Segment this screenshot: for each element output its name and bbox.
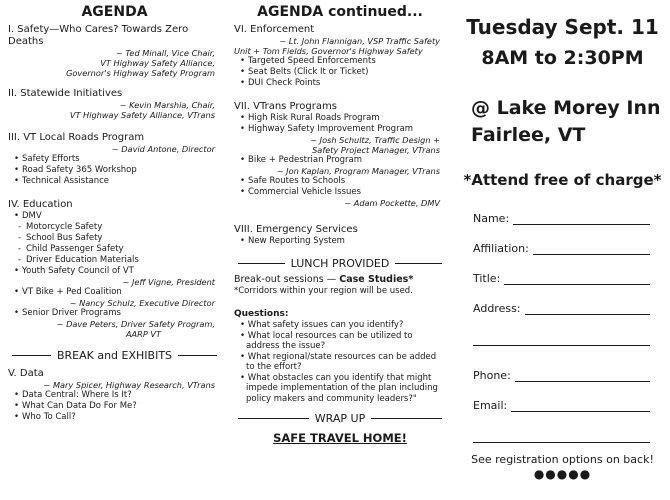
email-label: Email: (473, 399, 508, 412)
breakout-case-studies: Case Studies* (339, 274, 414, 285)
list-item: - Driver Education Materials (18, 255, 139, 265)
bullet-icon: • (240, 124, 246, 134)
bullet-icon: • (240, 372, 248, 383)
name-field[interactable] (473, 203, 650, 225)
bullet-icon: • (14, 266, 20, 276)
bullet-icon: • (14, 211, 20, 221)
list-item: • Safety Efforts (14, 154, 80, 164)
dash-icon: - (18, 233, 22, 243)
speaker-line: ~ Jeff Vigne, President (122, 277, 215, 287)
divider-rule (395, 263, 442, 264)
divider-rule (178, 355, 217, 356)
dots-ornament: ●●●●● (533, 467, 592, 481)
email-blank[interactable] (511, 401, 650, 412)
affiliation-field[interactable] (473, 233, 650, 255)
name-label: Name: (473, 212, 510, 225)
bullet-icon: • (240, 320, 248, 330)
event-date: Tuesday Sept. 11 (466, 15, 659, 39)
divider-rule (371, 418, 442, 419)
speaker-line: ~ Adam Pockette, DMV (344, 198, 440, 208)
bullet-icon: • (14, 401, 20, 411)
speaker-line: ~ Jon Kaplan, Program Manager, VTrans (276, 166, 440, 176)
question-item: • What safety issues can you identify? (240, 320, 404, 330)
bullet-icon: • (14, 390, 20, 400)
list-item: • New Reporting System (240, 236, 345, 246)
question-item: • What local resources can be utilized to address the issue? (240, 330, 413, 351)
venue-location: Fairlee, VT (471, 124, 586, 146)
list-item: • Commercial Vehicle Issues (240, 187, 362, 197)
bullet-icon: • (240, 187, 246, 197)
list-item: - School Bus Safety (18, 233, 103, 243)
list-item: • High Risk Rural Roads Program (240, 113, 380, 123)
list-item: • Senior Driver Programs (14, 308, 121, 318)
list-item: • Safe Routes to Schools (240, 176, 346, 186)
speaker-line: ~ Ted Minall, Vice Chair, (115, 48, 215, 58)
registration-options-note: See registration options on back! (471, 453, 654, 466)
speaker-line: AARP VT (125, 329, 161, 339)
speaker-line: ~ David Antone, Director (111, 144, 215, 154)
corridors-note: *Corridors within your region will be used. (234, 286, 413, 296)
event-time: 8AM to 2:30PM (481, 47, 644, 69)
address-blank[interactable] (525, 304, 650, 315)
list-item: • Bike + Pedestrian Program (240, 155, 363, 165)
dash-icon: - (18, 255, 22, 265)
list-item: • Seat Belts (Click It or Ticket) (240, 67, 369, 77)
agenda-continued-title: AGENDA continued... (257, 4, 423, 20)
speaker-line: ~ Kevin Marshia, Chair, (119, 100, 215, 110)
bullet-icon: • (14, 308, 20, 318)
list-item: - Motorcycle Safety (18, 222, 103, 232)
dash-icon: - (18, 222, 22, 232)
address-blank-line-2[interactable] (473, 345, 650, 346)
bullet-icon: • (240, 176, 246, 186)
bullet-icon: • (240, 78, 246, 88)
section-enforcement-title: VI. Enforcement (234, 24, 315, 35)
dash-icon: - (18, 244, 22, 254)
speaker-line: VT Highway Safety Alliance, (100, 58, 215, 68)
speaker-line: Unit + Tom Fields, Governor's Highway Safety (234, 46, 423, 56)
title-field[interactable] (473, 263, 650, 285)
bullet-icon: • (14, 287, 20, 297)
bullet-icon: • (14, 165, 20, 175)
breakout-line (234, 274, 446, 286)
section-vtrans-title: VII. VTrans Programs (234, 101, 337, 112)
lunch-divider (238, 257, 442, 270)
list-item: • DMV (14, 211, 42, 221)
list-item: • Technical Assistance (14, 176, 110, 186)
affiliation-blank[interactable] (533, 244, 650, 255)
address-field[interactable] (473, 293, 650, 315)
name-blank[interactable] (513, 214, 650, 225)
question-item: • What obstacles can you identify that might impede implementation of the plan including policy makers and community leaders?" (240, 372, 438, 404)
speaker-line: Governor's Highway Safety Program (66, 68, 215, 78)
agenda-column-1 (0, 0, 225, 500)
bullet-icon: • (240, 113, 246, 123)
agenda-title: AGENDA (81, 4, 148, 20)
safe-travel-home: SAFE TRAVEL HOME! (273, 431, 407, 445)
speaker-line: ~ Nancy Schulz, Executive Director (69, 298, 215, 308)
bullet-icon: • (14, 412, 20, 422)
email-field[interactable] (473, 390, 650, 412)
email-blank-line-2[interactable] (473, 442, 650, 443)
wrap-divider (238, 412, 442, 425)
break-label: BREAK and EXHIBITS (56, 349, 173, 362)
title-label: Title: (473, 272, 501, 285)
free-notice: *Attend free of charge* (463, 171, 662, 189)
affiliation-label: Affiliation: (473, 242, 529, 255)
speaker-line: ~ Dave Peters, Driver Safety Program, (56, 319, 215, 329)
venue-name: @ Lake Morey Inn (471, 97, 661, 119)
speaker-line: ~ Lt. John Flannigan, VSP Traffic Safety (279, 36, 440, 46)
title-blank[interactable] (504, 274, 650, 285)
list-item: • Who To Call? (14, 412, 76, 422)
list-item: • Road Safety 365 Workshop (14, 165, 137, 175)
speaker-line: Safety Project Manager, VTrans (312, 145, 440, 155)
list-item: • VT Bike + Ped Coalition (14, 287, 122, 297)
phone-blank[interactable] (515, 371, 650, 382)
bullet-icon: • (14, 154, 20, 164)
bullet-icon: • (240, 155, 246, 165)
list-item: • Data Central: Where Is It? (14, 390, 132, 400)
list-item: • What Can Data Do For Me? (14, 401, 137, 411)
wrap-label: WRAP UP (314, 412, 366, 425)
speaker-line: ~ Josh Schultz, Traffic Design + (310, 135, 440, 145)
bullet-icon: • (240, 330, 248, 341)
list-item: • Highway Safety Improvement Program (240, 124, 414, 134)
bullet-icon: • (14, 176, 20, 186)
list-item: - Child Passenger Safety (18, 244, 124, 254)
section-local-roads-title: III. VT Local Roads Program (8, 132, 145, 143)
breakout-lead: Break-out sessions — (234, 274, 337, 285)
lunch-label: LUNCH PROVIDED (290, 257, 390, 270)
section-education-title: IV. Education (8, 199, 73, 210)
break-divider (12, 349, 217, 362)
speaker-line: ~ Mary Spicer, Highway Research, VTrans (43, 380, 215, 390)
section-safety-title: I. Safety—Who Cares? Towards Zero Deaths (8, 24, 189, 47)
list-item: • Targeted Speed Enforcements (240, 56, 376, 66)
section-statewide-title: II. Statewide Initiatives (8, 88, 123, 99)
divider-rule (238, 418, 309, 419)
divider-rule (238, 263, 285, 264)
section-emergency-title: VIII. Emergency Services (234, 224, 358, 235)
section-data-title: V. Data (8, 368, 44, 379)
divider-rule (12, 355, 51, 356)
bullet-icon: • (240, 67, 246, 77)
address-label: Address: (473, 302, 521, 315)
phone-field[interactable] (473, 360, 650, 382)
questions-title: Questions: (234, 309, 289, 319)
speaker-line: VT Highway Safety Alliance, VTrans (69, 110, 215, 120)
agenda-column-2 (228, 0, 450, 500)
bullet-icon: • (240, 236, 246, 246)
bullet-icon: • (240, 351, 248, 362)
question-item: • What regional/state resources can be added to the effort? (240, 351, 437, 372)
phone-label: Phone: (473, 369, 511, 382)
registration-column (455, 0, 670, 500)
list-item: • DUI Check Points (240, 78, 321, 88)
bullet-icon: • (240, 56, 246, 66)
list-item: • Youth Safety Council of VT (14, 266, 134, 276)
